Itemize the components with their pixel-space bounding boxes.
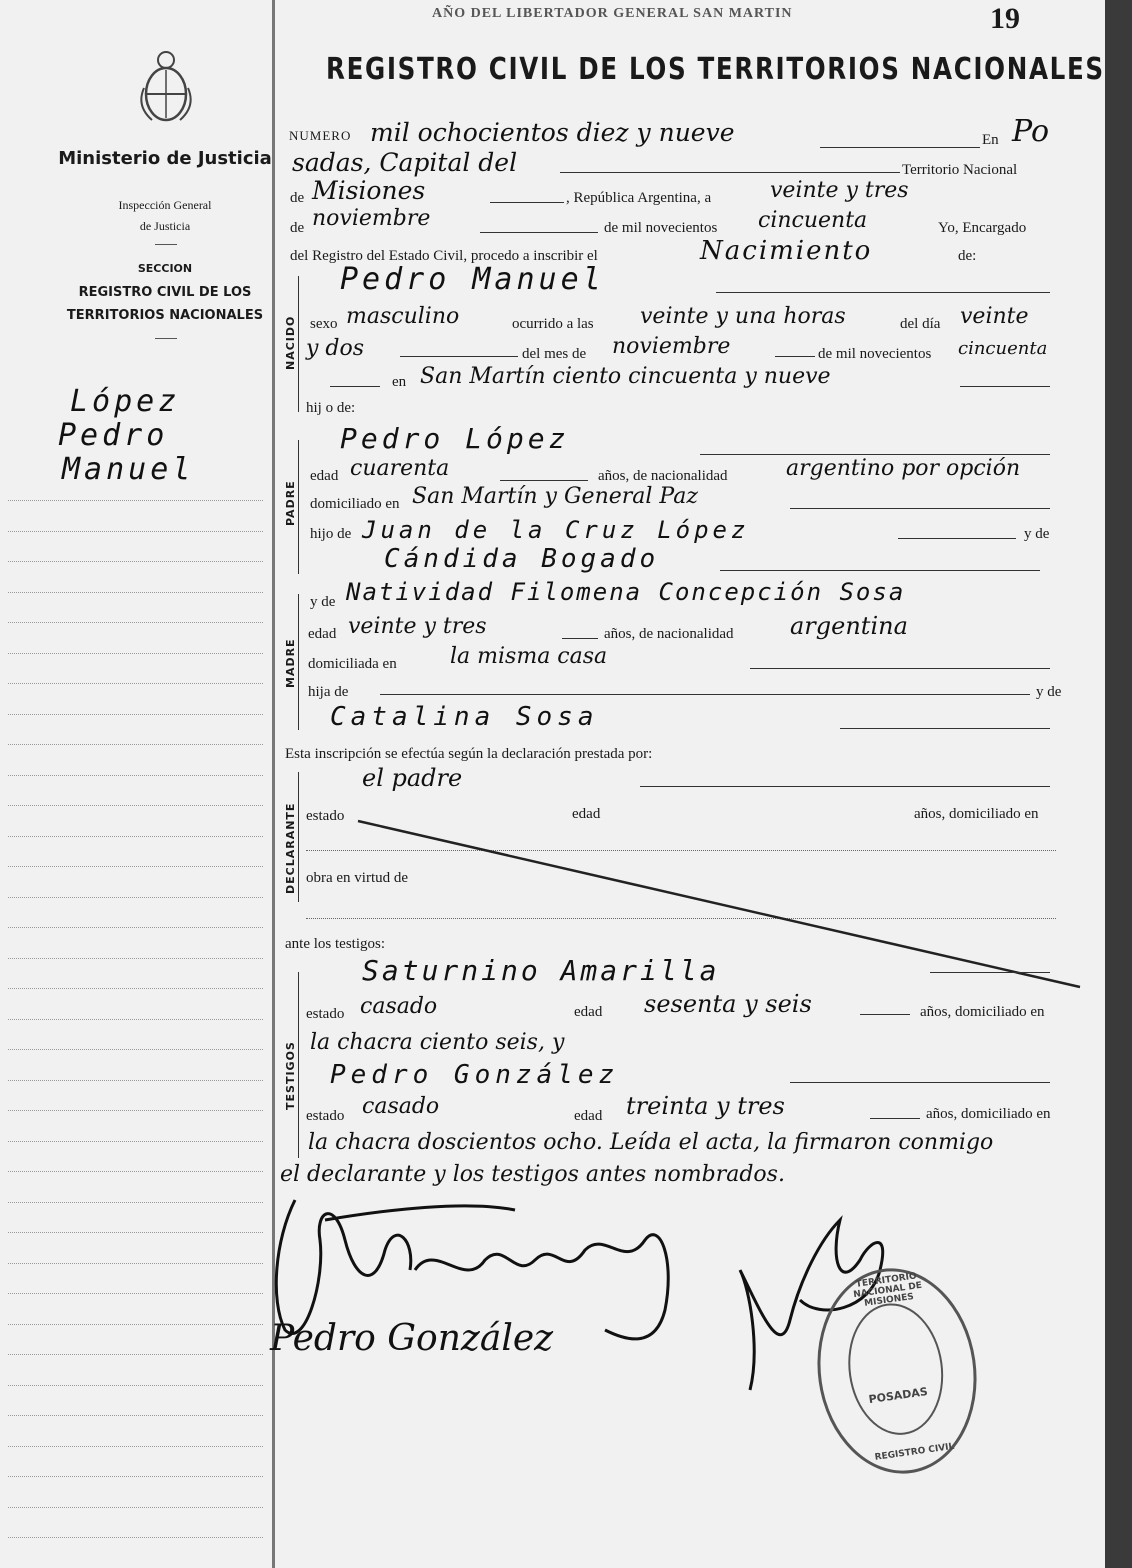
margin-note-surname: López [70, 384, 181, 419]
ruled-line [8, 1446, 263, 1447]
fill-line [490, 202, 564, 203]
testigo2-name: Pedro González [330, 1060, 620, 1090]
testigo1-estado: casado [360, 994, 438, 1019]
declarante-estado-label: estado [306, 808, 345, 824]
closing-line-a: la chacra doscientos ocho. Leída el acta, la firmaron conmigo [308, 1130, 994, 1155]
fill-line [860, 1014, 910, 1015]
madre-yde2-label: y de [1036, 684, 1062, 700]
ruled-line [8, 836, 263, 837]
side-label-nacido: NACIDO [284, 315, 297, 370]
ruled-line [8, 958, 263, 959]
padre-madre-value: Cándida Bogado [384, 544, 660, 574]
side-label-padre: PADRE [284, 480, 297, 526]
seal-ring-text: TERRITORIO NACIONAL DE MISIONES [852, 1271, 923, 1309]
ruled-line [8, 1354, 263, 1355]
section-bracket [298, 440, 307, 574]
fill-line [562, 638, 598, 639]
nacido-mes-value: noviembre [612, 334, 731, 359]
madre-name: Natividad Filomena Concepción Sosa [346, 578, 906, 606]
fill-line [840, 728, 1050, 729]
padre-nac-value: argentino por opción [786, 456, 1021, 481]
section-line2: TERRITORIOS NACIONALES [66, 308, 264, 323]
ruled-line [8, 500, 263, 501]
section-bracket [298, 972, 307, 1158]
divider-rule [155, 338, 177, 339]
sexo-value: masculino [346, 304, 460, 329]
fill-line [960, 386, 1050, 387]
ruled-line [8, 592, 263, 593]
ruled-line [8, 531, 263, 532]
acto-value: Nacimiento [700, 236, 873, 266]
signature-gonzalez: Pedro González [270, 1318, 554, 1359]
de-label: de [290, 190, 305, 206]
declarante-intro: Esta inscripción se efectúa según la declaración prestada por: [285, 746, 653, 762]
ruled-line [8, 988, 263, 989]
madre-edad-value: veinte y tres [348, 614, 487, 639]
ruled-line [8, 653, 263, 654]
testigo2-estado: casado [362, 1094, 440, 1119]
fill-line [640, 786, 1050, 787]
nacido-mes-label: del mes de [522, 346, 587, 362]
ruled-line [8, 1415, 263, 1416]
padre-padre-value: Juan de la Cruz López [362, 516, 750, 544]
year-motto: AÑO DEL LIBERTADOR GENERAL SAN MARTIN [432, 6, 793, 21]
hijo-label: hij o de: [306, 400, 356, 416]
ocurrido-label: ocurrido a las [512, 316, 594, 332]
fill-line [790, 1082, 1050, 1083]
declarante-dom-label: años, domiciliado en [914, 806, 1039, 822]
de3-label: de: [958, 248, 977, 264]
mes-value: noviembre [312, 206, 431, 231]
testigo1-dom-label: años, domiciliado en [920, 1004, 1045, 1020]
side-label-testigos: TESTIGOS [284, 1041, 297, 1110]
nacido-anio-value: cincuenta [958, 338, 1048, 359]
nacido-en-label: en [392, 374, 407, 390]
testigos-intro: ante los testigos: [285, 936, 385, 952]
territorio-value: Misiones [312, 176, 426, 205]
closing-line-b: el declarante y los testigos antes nombrados. [280, 1162, 785, 1187]
testigo2-edad: treinta y tres [626, 1092, 785, 1120]
dia-label: del día [900, 316, 941, 332]
padre-dom-label: domiciliado en [310, 496, 400, 512]
yo-label: Yo, Encargado [938, 220, 1027, 236]
fill-line [500, 480, 588, 481]
ministry-name: Ministerio de Justicia [58, 148, 272, 169]
section-bracket [298, 594, 307, 730]
page-title: REGISTRO CIVIL DE LOS TERRITORIOS NACIONALES [326, 52, 1105, 87]
dia-value-a: veinte [960, 304, 1029, 329]
ruled-line [8, 1202, 263, 1203]
fill-line [480, 232, 598, 233]
ruled-line [8, 897, 263, 898]
section-line1: REGISTRO CIVIL DE LOS [78, 285, 252, 300]
declarante-name: el padre [362, 764, 463, 792]
ruled-line [8, 1476, 263, 1477]
testigo1-edad: sesenta y seis [644, 990, 812, 1018]
ruled-line [8, 1110, 263, 1111]
ruled-line [8, 1049, 263, 1050]
fill-line [720, 570, 1040, 571]
numero-label: NUMERO [289, 128, 352, 143]
book-edge [1105, 0, 1132, 1568]
margin-note-name2: Manuel [62, 452, 195, 487]
en-value-b: sadas, Capital del [292, 148, 518, 177]
nacido-lugar: San Martín ciento cincuenta y nueve [420, 364, 831, 389]
seal-bottom-text: REGISTRO CIVIL [874, 1441, 955, 1463]
seal-center-text: POSADAS [867, 1385, 929, 1407]
coat-of-arms-icon [138, 48, 194, 126]
ruled-line [8, 714, 263, 715]
fill-line [820, 147, 980, 148]
testigo2-estado-label: estado [306, 1108, 345, 1124]
testigo1-estado-label: estado [306, 1006, 345, 1022]
inspection-line1: Inspección General [118, 198, 212, 212]
side-label-madre: MADRE [284, 638, 297, 688]
ruled-line [8, 866, 263, 867]
fill-line [400, 356, 518, 357]
padre-nac-label: años, de nacionalidad [598, 468, 728, 484]
madre-dom-label: domiciliada en [308, 656, 397, 672]
margin-note-name1: Pedro [58, 418, 169, 453]
fill-line [930, 972, 1050, 973]
anio-value: cincuenta [758, 208, 868, 233]
ruled-line [8, 927, 263, 928]
nacido-anio-label: de mil novecientos [818, 346, 932, 362]
padre-yde-label: y de [1024, 526, 1050, 542]
madre-madre-value: Catalina Sosa [330, 702, 599, 732]
ruled-line [8, 1385, 263, 1386]
ruled-line [8, 1141, 263, 1142]
fill-line [380, 694, 1030, 695]
dia-value: veinte y tres [770, 178, 909, 203]
padre-hijo-label: hijo de [310, 526, 352, 542]
fill-line [700, 454, 1050, 455]
page-number: 19 [990, 2, 1020, 35]
fill-line [716, 292, 1050, 293]
ruled-line [8, 1171, 263, 1172]
seal-inner-ring [840, 1297, 951, 1441]
fill-line [560, 172, 900, 173]
ruled-line [8, 1080, 263, 1081]
ruled-line [8, 805, 263, 806]
padre-name: Pedro López [340, 422, 570, 455]
testigo1-name: Saturnino Amarilla [362, 954, 720, 987]
ruled-line [8, 744, 263, 745]
anio-label: de mil novecientos [604, 220, 718, 236]
ruled-line [8, 1232, 263, 1233]
ruled-line [8, 561, 263, 562]
ruled-line [8, 1263, 263, 1264]
divider-rule [155, 244, 177, 245]
ruled-line [8, 1537, 263, 1538]
madre-hija-label: hija de [308, 684, 349, 700]
ruled-line [8, 622, 263, 623]
declarante-edad-label: edad [572, 806, 601, 822]
madre-yde-label: y de [310, 594, 336, 610]
madre-dom-value: la misma casa [450, 644, 608, 669]
nacido-name: Pedro Manuel [340, 262, 605, 297]
inspection-line2: de Justicia [139, 219, 191, 233]
fill-line [790, 508, 1050, 509]
en-value-a: Po [1012, 114, 1050, 149]
numero-value: mil ochocientos diez y nueve [370, 118, 735, 147]
ruled-line [8, 1019, 263, 1020]
territorio-label: Territorio Nacional [902, 162, 1018, 178]
republica-label: , República Argentina, a [566, 190, 712, 206]
testigo1-edad-label: edad [574, 1004, 603, 1020]
madre-nac-label: años, de nacionalidad [604, 626, 734, 642]
hora-value: veinte y una horas [640, 304, 846, 329]
fill-line [330, 386, 380, 387]
testigo2-dom-label: años, domiciliado en [926, 1106, 1051, 1122]
side-label-declarante: DECLARANTE [284, 802, 297, 894]
testigo2-edad-label: edad [574, 1108, 603, 1124]
fill-line [898, 538, 1016, 539]
fill-line [775, 356, 815, 357]
sexo-label: sexo [310, 316, 338, 332]
registro-label: del Registro del Estado Civil, procedo a inscribir el [290, 248, 598, 264]
ruled-line [8, 1293, 263, 1294]
ruled-line [8, 1324, 263, 1325]
de2-label: de [290, 220, 305, 236]
padre-dom-value: San Martín y General Paz [412, 484, 698, 509]
madre-nac-value: argentina [790, 612, 908, 640]
padre-edad-label: edad [310, 468, 339, 484]
ruled-line [8, 1507, 263, 1508]
dia-value-b: y dos [306, 336, 365, 361]
declarante-obra-label: obra en virtud de [306, 870, 409, 886]
madre-edad-label: edad [308, 626, 337, 642]
ruled-line [8, 775, 263, 776]
testigo1-dom: la chacra ciento seis, y [310, 1030, 565, 1055]
section-label: SECCION [137, 262, 193, 275]
en-label: En [982, 132, 999, 148]
fill-line [750, 668, 1050, 669]
padre-edad-value: cuarenta [350, 456, 450, 481]
ruled-line [8, 683, 263, 684]
fill-line [870, 1118, 920, 1119]
